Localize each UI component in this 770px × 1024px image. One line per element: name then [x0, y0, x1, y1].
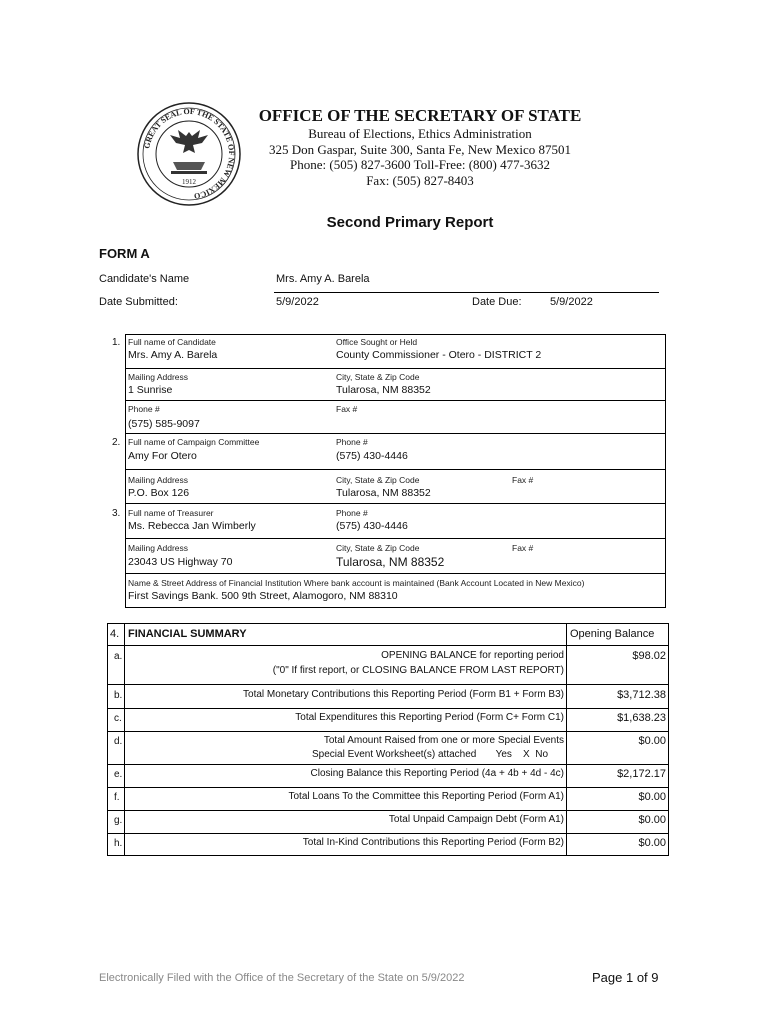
divider [107, 731, 669, 732]
row-description: Total Expenditures this Reporting Period (Form C+ Form C1) [295, 712, 564, 723]
row-letter: h. [114, 838, 123, 849]
committee-name-value: Amy For Otero [128, 450, 197, 462]
candidate-city-label: City, State & Zip Code [336, 372, 420, 382]
row-amount: $0.00 [638, 814, 666, 826]
candidate-full-name-label: Full name of Candidate [128, 337, 216, 347]
row-description: Closing Balance this Reporting Period (4a + 4b + 4d - 4c) [310, 768, 564, 779]
divider [107, 645, 669, 646]
divider [107, 787, 669, 788]
row-amount: $98.02 [632, 650, 666, 662]
row-letter: c. [114, 713, 122, 724]
committee-name-label: Full name of Campaign Committee [128, 437, 260, 447]
bank-label: Name & Street Address of Financial Institution Where bank account is maintained (Bank Account Located in New Mexico) [128, 578, 585, 588]
candidate-name-value: Mrs. Amy A. Barela [276, 273, 370, 285]
header-address: 325 Don Gaspar, Suite 300, Santa Fe, New Mexico 87501 [268, 142, 572, 157]
row-description: Total In-Kind Contributions this Reporting Period (Form B2) [302, 837, 564, 848]
divider [125, 469, 666, 470]
divider [125, 573, 666, 574]
committee-phone-label: Phone # [336, 437, 368, 447]
page-number: Page 1 of 9 [592, 970, 659, 985]
treasurer-phone-value: (575) 430-4446 [336, 520, 408, 532]
row-description: OPENING BALANCE for reporting period [381, 650, 564, 661]
date-submitted-value: 5/9/2022 [276, 296, 319, 308]
treasurer-city-label: City, State & Zip Code [336, 543, 420, 553]
candidate-phone-label: Phone # [128, 404, 160, 414]
row-letter: b. [114, 690, 123, 701]
treasurer-name-value: Ms. Rebecca Jan Wimberly [128, 520, 256, 532]
office-value: County Commissioner - Otero - DISTRICT 2 [336, 349, 542, 361]
treasurer-city-value: Tularosa, NM 88352 [336, 555, 445, 569]
header-phone: Phone: (505) 827-3600 Toll-Free: (800) 477-3632 [290, 157, 550, 172]
form-label: FORM A [99, 246, 150, 261]
row-description: Total Monetary Contributions this Reporting Period (Form B1 + Form B3) [243, 689, 564, 700]
date-submitted-label: Date Submitted: [99, 296, 178, 308]
bank-value: First Savings Bank. 500 9th Street, Alamogoro, NM 88310 [128, 590, 398, 602]
summary-title: FINANCIAL SUMMARY [128, 628, 247, 640]
header-fax: Fax: (505) 827-8403 [366, 173, 474, 188]
treasurer-fax-label: Fax # [512, 543, 534, 553]
row-amount: $2,172.17 [617, 768, 666, 780]
candidate-name-label: Candidate's Name [99, 273, 190, 285]
section-3-number: 3. [112, 508, 121, 519]
divider [124, 623, 125, 856]
divider [107, 708, 669, 709]
row-letter: g. [114, 815, 123, 826]
divider [125, 538, 666, 539]
row-description: Total Unpaid Campaign Debt (Form A1) [388, 814, 564, 825]
row-description: Total Loans To the Committee this Reporting Period (Form A1) [288, 791, 564, 802]
row-amount: $1,638.23 [617, 712, 666, 724]
candidate-mailing-value: 1 Sunrise [128, 384, 173, 396]
divider [125, 503, 666, 504]
divider [274, 292, 659, 293]
treasurer-name-label: Full name of Treasurer [128, 508, 214, 518]
treasurer-phone-label: Phone # [336, 508, 368, 518]
date-due-value: 5/9/2022 [550, 296, 593, 308]
report-title: Second Primary Report [326, 214, 494, 231]
divider [107, 764, 669, 765]
divider [125, 400, 666, 401]
committee-city-label: City, State & Zip Code [336, 475, 420, 485]
row-letter: e. [114, 769, 123, 780]
treasurer-mailing-label: Mailing Address [128, 543, 189, 553]
date-due-label: Date Due: [472, 296, 522, 308]
row-description-note: ("0" If first report, or CLOSING BALANCE FROM LAST REPORT) [272, 665, 564, 676]
candidate-phone-value: (575) 585-9097 [128, 418, 200, 430]
candidate-city-value: Tularosa, NM 88352 [336, 384, 431, 396]
candidate-mailing-label: Mailing Address [128, 372, 189, 382]
divider [107, 833, 669, 834]
summary-column-header: Opening Balance [570, 628, 655, 640]
committee-mailing-label: Mailing Address [128, 475, 189, 485]
candidate-full-name-value: Mrs. Amy A. Barela [128, 349, 218, 361]
divider [566, 623, 567, 856]
divider [107, 810, 669, 811]
committee-fax-label: Fax # [512, 475, 534, 485]
special-event-worksheet-note: Special Event Worksheet(s) attached Yes X No [312, 749, 549, 760]
header-bureau: Bureau of Elections, Ethics Administration [308, 126, 532, 141]
divider [125, 433, 666, 434]
row-letter: a. [114, 651, 123, 662]
row-amount: $0.00 [638, 837, 666, 849]
divider [107, 684, 669, 685]
office-label: Office Sought or Held [336, 337, 418, 347]
divider [125, 368, 666, 369]
state-seal-image [137, 102, 241, 206]
svg-text:1912: 1912 [182, 178, 196, 186]
section-1-number: 1. [112, 337, 121, 348]
row-amount: $0.00 [638, 735, 666, 747]
svg-text:GREAT SEAL OF THE STATE OF NEW: GREAT SEAL OF THE STATE OF NEW MEXICO [142, 106, 237, 201]
summary-section-number: 4. [110, 628, 120, 640]
office-title: OFFICE OF THE SECRETARY OF STATE [258, 106, 582, 125]
filed-notice: Electronically Filed with the Office of the Secretary of the State on 5/9/2022 [99, 972, 465, 984]
row-letter: d. [114, 736, 123, 747]
treasurer-mailing-value: 23043 US Highway 70 [128, 556, 233, 568]
committee-city-value: Tularosa, NM 88352 [336, 487, 431, 499]
row-description: Total Amount Raised from one or more Special Events [323, 735, 564, 746]
committee-mailing-value: P.O. Box 126 [128, 487, 190, 499]
candidate-fax-label: Fax # [336, 404, 358, 414]
committee-phone-value: (575) 430-4446 [336, 450, 408, 462]
row-amount: $3,712.38 [617, 689, 666, 701]
row-amount: $0.00 [638, 791, 666, 803]
section-2-number: 2. [112, 437, 121, 448]
row-letter: f. [114, 792, 120, 803]
